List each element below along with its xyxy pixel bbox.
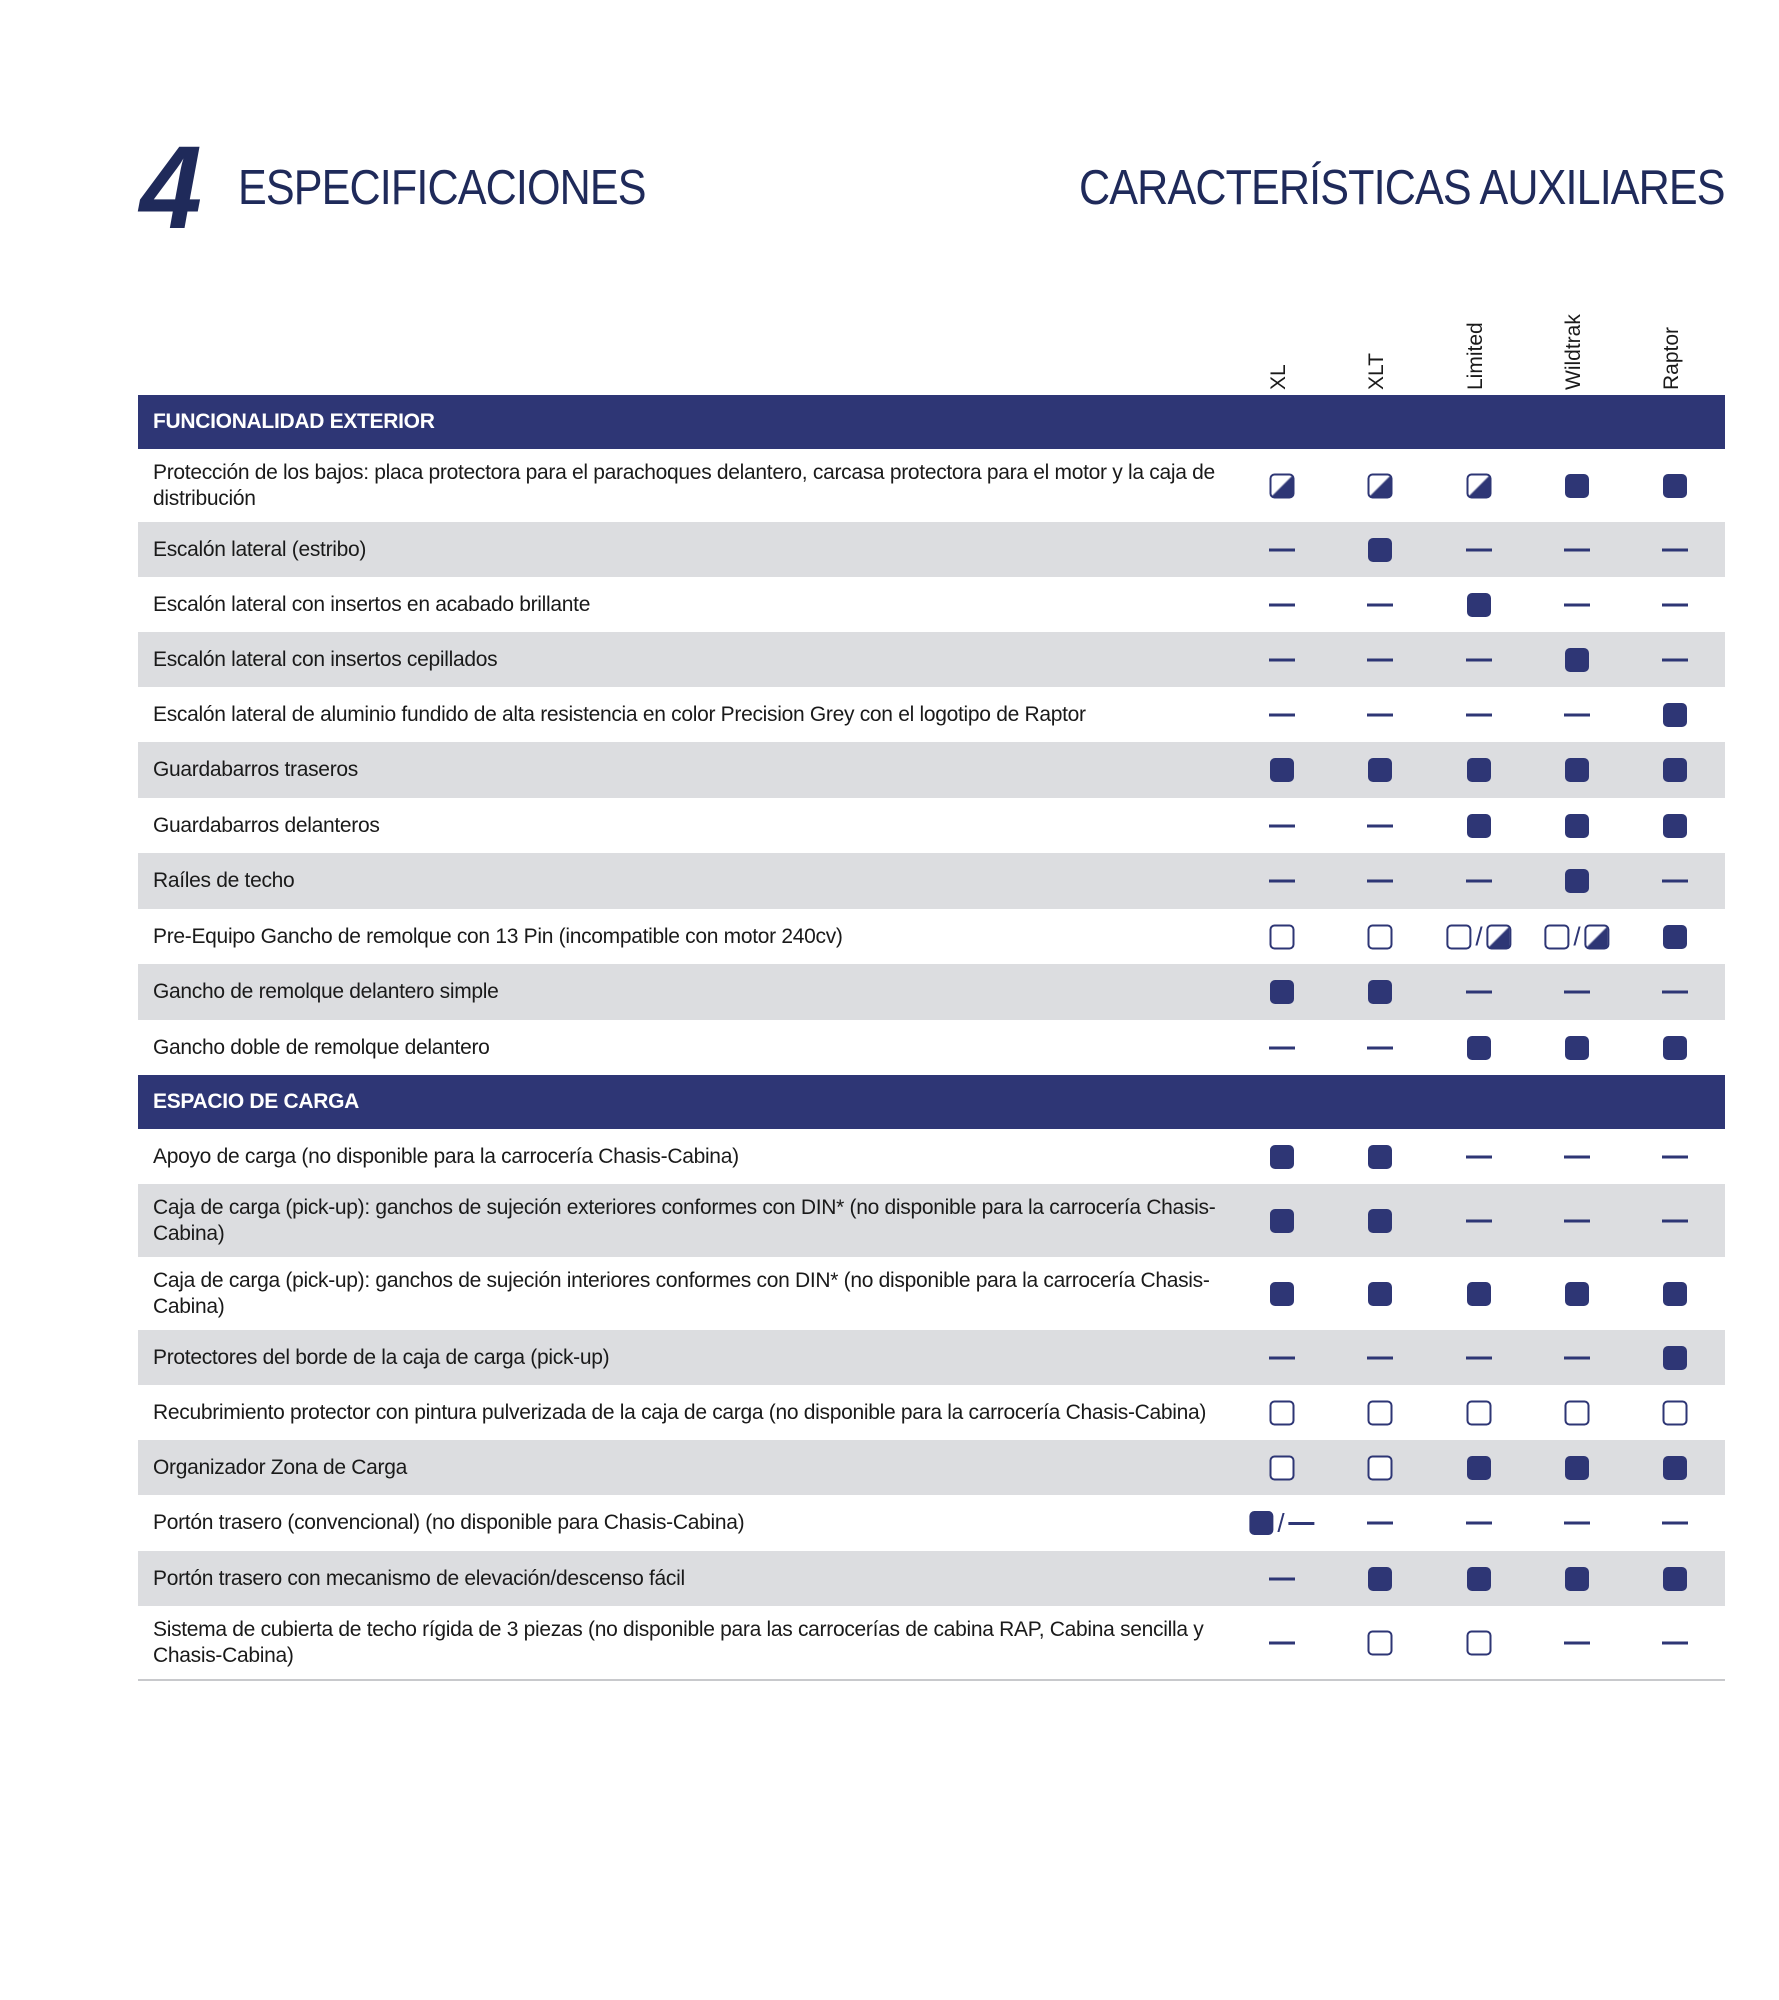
dash-icon bbox=[1466, 991, 1492, 994]
filled-square-icon bbox=[1368, 980, 1392, 1004]
empty-square-icon bbox=[1368, 1455, 1393, 1480]
dash-icon bbox=[1662, 1641, 1688, 1644]
table-row bbox=[138, 449, 1725, 522]
availability-cell-limited bbox=[1466, 658, 1492, 661]
availability-cell-xlt bbox=[1367, 1522, 1393, 1525]
slash-separator-icon: / bbox=[1277, 1508, 1285, 1538]
availability-cell-raptor bbox=[1662, 658, 1688, 661]
availability-cell-xlt bbox=[1367, 824, 1393, 827]
filled-square-icon bbox=[1565, 869, 1589, 893]
availability-cell-wildtrak bbox=[1565, 1456, 1589, 1480]
table-row bbox=[138, 1020, 1725, 1075]
availability-cell-limited bbox=[1467, 1567, 1491, 1591]
dash-icon bbox=[1466, 880, 1492, 883]
filled-square-icon bbox=[1270, 758, 1294, 782]
dash-icon bbox=[1289, 1522, 1315, 1525]
availability-cell-wildtrak bbox=[1565, 758, 1589, 782]
filled-square-icon bbox=[1368, 1145, 1392, 1169]
column-header-wildtrak: Wildtrak bbox=[1562, 314, 1585, 390]
dash-icon bbox=[1269, 658, 1295, 661]
table-row bbox=[138, 632, 1725, 687]
dash-icon bbox=[1564, 1155, 1590, 1158]
availability-cell-xlt bbox=[1368, 1145, 1392, 1169]
availability-cell-wildtrak bbox=[1565, 648, 1589, 672]
availability-cell-wildtrak bbox=[1564, 1641, 1590, 1644]
availability-cell-limited bbox=[1446, 921, 1511, 952]
dash-icon bbox=[1269, 880, 1295, 883]
page-subtitle: CARACTERÍSTICAS AUXILIARES bbox=[1079, 161, 1725, 215]
filled-square-icon bbox=[1565, 1567, 1589, 1591]
filled-square-icon bbox=[1565, 758, 1589, 782]
availability-cell-xlt bbox=[1368, 1455, 1393, 1480]
feature-label: Escalón lateral de aluminio fundido de alta resistencia en color Precision Grey con el logotipo de Raptor bbox=[153, 702, 1086, 726]
feature-label: Escalón lateral con insertos en acabado brillante bbox=[153, 592, 591, 616]
filled-square-icon bbox=[1467, 1567, 1491, 1591]
availability-cell-wildtrak bbox=[1565, 814, 1589, 838]
half-square-icon bbox=[1368, 473, 1393, 498]
empty-square-icon bbox=[1368, 1630, 1393, 1655]
availability-cell-raptor bbox=[1662, 1155, 1688, 1158]
filled-square-icon bbox=[1467, 593, 1491, 617]
availability-cell-wildtrak bbox=[1565, 474, 1589, 498]
filled-square-icon bbox=[1270, 1209, 1294, 1233]
availability-cell-limited bbox=[1467, 1400, 1492, 1425]
availability-cell-limited bbox=[1467, 1630, 1492, 1655]
dash-icon bbox=[1564, 1356, 1590, 1359]
dash-icon bbox=[1269, 1641, 1295, 1644]
empty-square-icon bbox=[1446, 924, 1471, 949]
dash-icon bbox=[1367, 713, 1393, 716]
dash-icon bbox=[1269, 1577, 1295, 1580]
dash-icon bbox=[1466, 548, 1492, 551]
empty-square-icon bbox=[1467, 1630, 1492, 1655]
availability-cell-limited bbox=[1467, 1282, 1491, 1306]
filled-square-icon bbox=[1467, 758, 1491, 782]
availability-cell-xl bbox=[1249, 1508, 1314, 1538]
empty-square-icon bbox=[1368, 924, 1393, 949]
table-row bbox=[138, 1606, 1725, 1679]
availability-cell-xlt bbox=[1368, 924, 1393, 949]
empty-square-icon bbox=[1663, 1400, 1688, 1425]
filled-square-icon bbox=[1663, 1456, 1687, 1480]
filled-square-icon bbox=[1467, 1036, 1491, 1060]
filled-square-icon bbox=[1368, 758, 1392, 782]
empty-square-icon bbox=[1467, 1400, 1492, 1425]
half-square-icon bbox=[1270, 473, 1295, 498]
availability-cell-wildtrak bbox=[1565, 1567, 1589, 1591]
column-header-limited: Limited bbox=[1464, 322, 1487, 390]
empty-square-icon bbox=[1565, 1400, 1590, 1425]
availability-cell-limited bbox=[1467, 1456, 1491, 1480]
column-header-xlt: XLT bbox=[1365, 353, 1388, 390]
availability-cell-wildtrak bbox=[1564, 1155, 1590, 1158]
availability-cell-xlt bbox=[1367, 658, 1393, 661]
section-title: ESPECIFICACIONES bbox=[238, 161, 646, 215]
feature-label: Protectores del borde de la caja de carga (pick-up) bbox=[153, 1345, 610, 1369]
feature-label: Recubrimiento protector con pintura pulverizada de la caja de carga (no disponible para la carrocería Chasis-Cabina) bbox=[153, 1400, 1207, 1424]
availability-cell-xl bbox=[1269, 713, 1295, 716]
feature-label: Apoyo de carga (no disponible para la carrocería Chasis-Cabina) bbox=[153, 1144, 739, 1168]
availability-cell-limited bbox=[1466, 548, 1492, 551]
availability-cell-limited bbox=[1467, 758, 1491, 782]
availability-cell-xlt bbox=[1368, 1630, 1393, 1655]
slash-separator-icon: / bbox=[1573, 921, 1581, 952]
availability-cell-raptor bbox=[1663, 1567, 1687, 1591]
dash-icon bbox=[1269, 713, 1295, 716]
feature-label: Caja de carga (pick-up): ganchos de sujeción exteriores conformes con DIN* (no disponible para la carrocería Chasis-Cabina) bbox=[153, 1195, 1216, 1245]
availability-cell-xl bbox=[1270, 1145, 1294, 1169]
availability-cell-limited bbox=[1467, 473, 1492, 498]
table-row bbox=[138, 742, 1725, 798]
feature-label: Guardabarros traseros bbox=[153, 758, 358, 781]
filled-square-icon bbox=[1467, 1456, 1491, 1480]
filled-square-icon bbox=[1663, 1036, 1687, 1060]
availability-cell-raptor bbox=[1662, 880, 1688, 883]
empty-square-icon bbox=[1270, 1400, 1295, 1425]
dash-icon bbox=[1269, 1046, 1295, 1049]
filled-square-icon bbox=[1565, 474, 1589, 498]
availability-cell-xlt bbox=[1367, 880, 1393, 883]
empty-square-icon bbox=[1368, 1400, 1393, 1425]
filled-square-icon bbox=[1663, 758, 1687, 782]
availability-cell-raptor bbox=[1662, 991, 1688, 994]
table-row bbox=[138, 1257, 1725, 1330]
filled-square-icon bbox=[1565, 648, 1589, 672]
empty-square-icon bbox=[1270, 1455, 1295, 1480]
dash-icon bbox=[1269, 824, 1295, 827]
dash-icon bbox=[1466, 1155, 1492, 1158]
dash-icon bbox=[1564, 1641, 1590, 1644]
availability-cell-raptor bbox=[1663, 474, 1687, 498]
availability-cell-xl bbox=[1270, 1282, 1294, 1306]
availability-cell-xlt bbox=[1368, 1400, 1393, 1425]
availability-cell-xlt bbox=[1367, 603, 1393, 606]
availability-cell-raptor bbox=[1663, 758, 1687, 782]
dash-icon bbox=[1564, 548, 1590, 551]
availability-cell-xl bbox=[1270, 758, 1294, 782]
dash-icon bbox=[1269, 603, 1295, 606]
availability-cell-raptor bbox=[1662, 1522, 1688, 1525]
availability-cell-raptor bbox=[1662, 1219, 1688, 1222]
availability-cell-xlt bbox=[1368, 473, 1393, 498]
feature-label: Portón trasero (convencional) (no disponible para Chasis-Cabina) bbox=[153, 1511, 745, 1534]
dash-icon bbox=[1367, 1356, 1393, 1359]
table-row bbox=[138, 522, 1725, 577]
availability-cell-limited bbox=[1467, 1036, 1491, 1060]
filled-square-icon bbox=[1467, 1282, 1491, 1306]
availability-cell-raptor bbox=[1662, 603, 1688, 606]
filled-square-icon bbox=[1368, 1209, 1392, 1233]
availability-cell-limited bbox=[1466, 1219, 1492, 1222]
dash-icon bbox=[1367, 880, 1393, 883]
feature-label: Caja de carga (pick-up): ganchos de sujeción interiores conformes con DIN* (no disponible para la carrocería Chasis-Cabina) bbox=[153, 1268, 1210, 1318]
availability-cell-wildtrak bbox=[1564, 1356, 1590, 1359]
filled-square-icon bbox=[1565, 1282, 1589, 1306]
feature-label: Portón trasero con mecanismo de elevación/descenso fácil bbox=[153, 1566, 685, 1590]
trim-column-headers bbox=[0, 300, 1779, 390]
availability-cell-limited bbox=[1467, 593, 1491, 617]
dash-icon bbox=[1466, 713, 1492, 716]
availability-cell-wildtrak bbox=[1564, 548, 1590, 551]
empty-square-icon bbox=[1544, 924, 1569, 949]
filled-square-icon bbox=[1663, 814, 1687, 838]
availability-cell-xl bbox=[1269, 658, 1295, 661]
dash-icon bbox=[1564, 1219, 1590, 1222]
availability-cell-xlt bbox=[1368, 758, 1392, 782]
availability-cell-xl bbox=[1270, 980, 1294, 1004]
dash-icon bbox=[1367, 824, 1393, 827]
availability-cell-wildtrak bbox=[1564, 1219, 1590, 1222]
table-row bbox=[138, 798, 1725, 853]
availability-cell-raptor bbox=[1663, 1346, 1687, 1370]
availability-cell-xl bbox=[1269, 1356, 1295, 1359]
feature-label: Gancho doble de remolque delantero bbox=[153, 1035, 490, 1059]
dash-icon bbox=[1269, 548, 1295, 551]
dash-icon bbox=[1662, 1522, 1688, 1525]
availability-cell-xlt bbox=[1367, 1046, 1393, 1049]
table-row bbox=[138, 1385, 1725, 1440]
dash-icon bbox=[1662, 603, 1688, 606]
table-bottom-rule bbox=[138, 1679, 1725, 1681]
feature-label: Gancho de remolque delantero simple bbox=[153, 980, 499, 1003]
specifications-table bbox=[138, 395, 1725, 1681]
filled-square-icon bbox=[1270, 980, 1294, 1004]
availability-cell-xl bbox=[1270, 924, 1295, 949]
availability-cell-limited bbox=[1466, 713, 1492, 716]
availability-cell-xl bbox=[1269, 1046, 1295, 1049]
filled-square-icon bbox=[1565, 1036, 1589, 1060]
table-row bbox=[138, 1330, 1725, 1385]
availability-cell-xl bbox=[1270, 473, 1295, 498]
filled-square-icon bbox=[1663, 1346, 1687, 1370]
filled-square-icon bbox=[1368, 538, 1392, 562]
dash-icon bbox=[1466, 1219, 1492, 1222]
filled-square-icon bbox=[1368, 1567, 1392, 1591]
dash-icon bbox=[1564, 1522, 1590, 1525]
dash-icon bbox=[1564, 713, 1590, 716]
availability-cell-wildtrak bbox=[1544, 921, 1609, 952]
availability-cell-raptor bbox=[1663, 703, 1687, 727]
availability-cell-limited bbox=[1466, 880, 1492, 883]
feature-label: Raíles de techo bbox=[153, 869, 295, 892]
chapter-number: 4 bbox=[139, 122, 202, 254]
column-header-xl: XL bbox=[1267, 364, 1290, 390]
availability-cell-limited bbox=[1467, 814, 1491, 838]
dash-icon bbox=[1662, 658, 1688, 661]
filled-square-icon bbox=[1368, 1282, 1392, 1306]
filled-square-icon bbox=[1467, 814, 1491, 838]
dash-icon bbox=[1662, 1219, 1688, 1222]
availability-cell-xlt bbox=[1368, 1567, 1392, 1591]
availability-cell-xlt bbox=[1367, 1356, 1393, 1359]
table-row bbox=[138, 853, 1725, 909]
availability-cell-limited bbox=[1466, 1522, 1492, 1525]
dash-icon bbox=[1662, 1155, 1688, 1158]
availability-cell-xl bbox=[1269, 824, 1295, 827]
availability-cell-raptor bbox=[1662, 548, 1688, 551]
availability-cell-xl bbox=[1269, 880, 1295, 883]
table-row bbox=[138, 577, 1725, 632]
dash-icon bbox=[1367, 603, 1393, 606]
availability-cell-raptor bbox=[1663, 814, 1687, 838]
availability-cell-xlt bbox=[1368, 980, 1392, 1004]
feature-label: Sistema de cubierta de techo rígida de 3 piezas (no disponible para las carrocerías de cabina RAP, Cabina sencilla y Chasis-Cabina) bbox=[153, 1617, 1204, 1667]
table-row bbox=[138, 964, 1725, 1020]
feature-label: Pre-Equipo Gancho de remolque con 13 Pin (incompatible con motor 240cv) bbox=[153, 924, 843, 948]
availability-cell-limited bbox=[1466, 1356, 1492, 1359]
availability-cell-raptor bbox=[1663, 925, 1687, 949]
availability-cell-raptor bbox=[1663, 1036, 1687, 1060]
availability-cell-raptor bbox=[1662, 1641, 1688, 1644]
table-row bbox=[138, 1495, 1725, 1551]
dash-icon bbox=[1367, 1522, 1393, 1525]
filled-square-icon bbox=[1663, 1282, 1687, 1306]
page-header bbox=[138, 122, 1725, 254]
availability-cell-xl bbox=[1270, 1455, 1295, 1480]
availability-cell-xl bbox=[1269, 1577, 1295, 1580]
availability-cell-xlt bbox=[1367, 713, 1393, 716]
availability-cell-xl bbox=[1269, 548, 1295, 551]
filled-square-icon bbox=[1663, 925, 1687, 949]
availability-cell-wildtrak bbox=[1564, 603, 1590, 606]
feature-label: Escalón lateral con insertos cepillados bbox=[153, 647, 498, 671]
filled-square-icon bbox=[1270, 1282, 1294, 1306]
availability-cell-wildtrak bbox=[1564, 1522, 1590, 1525]
filled-square-icon bbox=[1249, 1511, 1273, 1535]
half-square-icon bbox=[1467, 473, 1492, 498]
table-row bbox=[138, 1440, 1725, 1495]
availability-cell-wildtrak bbox=[1565, 1036, 1589, 1060]
dash-icon bbox=[1564, 991, 1590, 994]
table-row bbox=[138, 687, 1725, 742]
availability-cell-limited bbox=[1466, 991, 1492, 994]
table-row bbox=[138, 1129, 1725, 1184]
filled-square-icon bbox=[1663, 703, 1687, 727]
category-header: ESPACIO DE CARGA bbox=[138, 1075, 1725, 1129]
feature-label: Guardabarros delanteros bbox=[153, 813, 380, 837]
table-row bbox=[138, 1184, 1725, 1257]
feature-label: Protección de los bajos: placa protectora para el parachoques delantero, carcasa protectora para el motor y la caja de distribución bbox=[153, 460, 1215, 510]
category-header: FUNCIONALIDAD EXTERIOR bbox=[138, 395, 1725, 449]
availability-cell-xlt bbox=[1368, 1282, 1392, 1306]
dash-icon bbox=[1564, 603, 1590, 606]
table-row bbox=[138, 909, 1725, 964]
availability-cell-xl bbox=[1269, 603, 1295, 606]
table-row bbox=[138, 1551, 1725, 1606]
availability-cell-wildtrak bbox=[1565, 869, 1589, 893]
availability-cell-xl bbox=[1269, 1641, 1295, 1644]
dash-icon bbox=[1662, 548, 1688, 551]
availability-cell-limited bbox=[1466, 1155, 1492, 1158]
half-square-icon bbox=[1487, 924, 1512, 949]
dash-icon bbox=[1662, 880, 1688, 883]
filled-square-icon bbox=[1270, 1145, 1294, 1169]
feature-label: Organizador Zona de Carga bbox=[153, 1455, 407, 1479]
dash-icon bbox=[1466, 658, 1492, 661]
dash-icon bbox=[1367, 658, 1393, 661]
half-square-icon bbox=[1585, 924, 1610, 949]
dash-icon bbox=[1367, 1046, 1393, 1049]
availability-cell-xl bbox=[1270, 1400, 1295, 1425]
availability-cell-wildtrak bbox=[1565, 1400, 1590, 1425]
empty-square-icon bbox=[1270, 924, 1295, 949]
availability-cell-xlt bbox=[1368, 1209, 1392, 1233]
dash-icon bbox=[1662, 991, 1688, 994]
filled-square-icon bbox=[1565, 814, 1589, 838]
availability-cell-xl bbox=[1270, 1209, 1294, 1233]
availability-cell-xlt bbox=[1368, 538, 1392, 562]
dash-icon bbox=[1466, 1356, 1492, 1359]
availability-cell-wildtrak bbox=[1564, 991, 1590, 994]
column-header-raptor: Raptor bbox=[1660, 326, 1683, 390]
availability-cell-raptor bbox=[1663, 1282, 1687, 1306]
availability-cell-wildtrak bbox=[1564, 713, 1590, 716]
slash-separator-icon: / bbox=[1475, 921, 1483, 952]
availability-cell-wildtrak bbox=[1565, 1282, 1589, 1306]
feature-label: Escalón lateral (estribo) bbox=[153, 537, 367, 561]
availability-cell-raptor bbox=[1663, 1456, 1687, 1480]
filled-square-icon bbox=[1663, 474, 1687, 498]
dash-icon bbox=[1466, 1522, 1492, 1525]
availability-cell-raptor bbox=[1663, 1400, 1688, 1425]
filled-square-icon bbox=[1663, 1567, 1687, 1591]
dash-icon bbox=[1269, 1356, 1295, 1359]
filled-square-icon bbox=[1565, 1456, 1589, 1480]
